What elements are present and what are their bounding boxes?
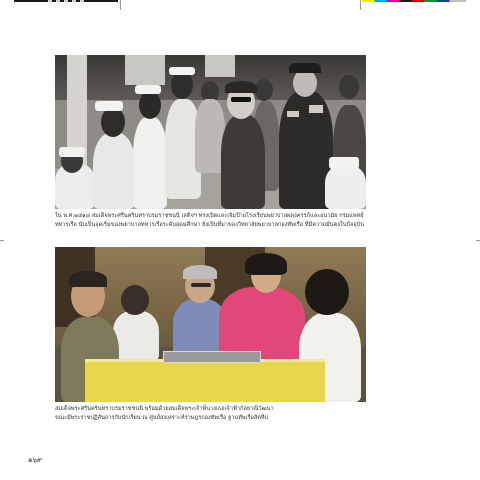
page-number: ๑๖๙ xyxy=(28,456,43,464)
crop-mark xyxy=(360,0,361,10)
caption-line: ใน พ.ศ.๒๕๑๘ สมเด็จพระศรีนครินทราบรมราชชนนี เสด็จฯ ทรงเปิดและเจิมป้ายโรงเรียนพยาบาลผดุงครรภ์และอนามัย กรมแพทย์ xyxy=(55,213,364,219)
crop-mark xyxy=(120,0,121,10)
caption-line: ขณะมีพระราชปฏิสันถารกับนักเรียน ณ ศูนย์สงเคราะห์ราษฎรกองทัพเรือ ฐานทัพเรือสัตหีบ xyxy=(55,414,269,421)
caption-line: สมเด็จพระศรีนครินทราบรมราชชนนี พร้อมด้วยสมเด็จพระเจ้าพี่นางเธอเจ้าฟ้ากัลยาณิวัฒนา xyxy=(55,406,274,412)
caption-children-at-table xyxy=(55,405,367,422)
crop-mark xyxy=(476,240,480,241)
registration-bar-left xyxy=(14,0,118,2)
caption-line: ทหารเรือ นับเป็นจุดเริ่มของพยาบาลทหารเรือระดับอุดมศึกษา ยังเป็นที่มาของวิทยาลัยพยาบาลกองทัพเรือ ที่มีความมั่นคงในปัจจุบัน xyxy=(55,221,365,228)
photo-children-at-table xyxy=(55,247,366,402)
color-registration-bar-right xyxy=(362,0,466,2)
crop-mark xyxy=(0,240,4,241)
photo-ceremony-visit xyxy=(55,55,366,209)
caption-ceremony-visit xyxy=(55,212,367,229)
